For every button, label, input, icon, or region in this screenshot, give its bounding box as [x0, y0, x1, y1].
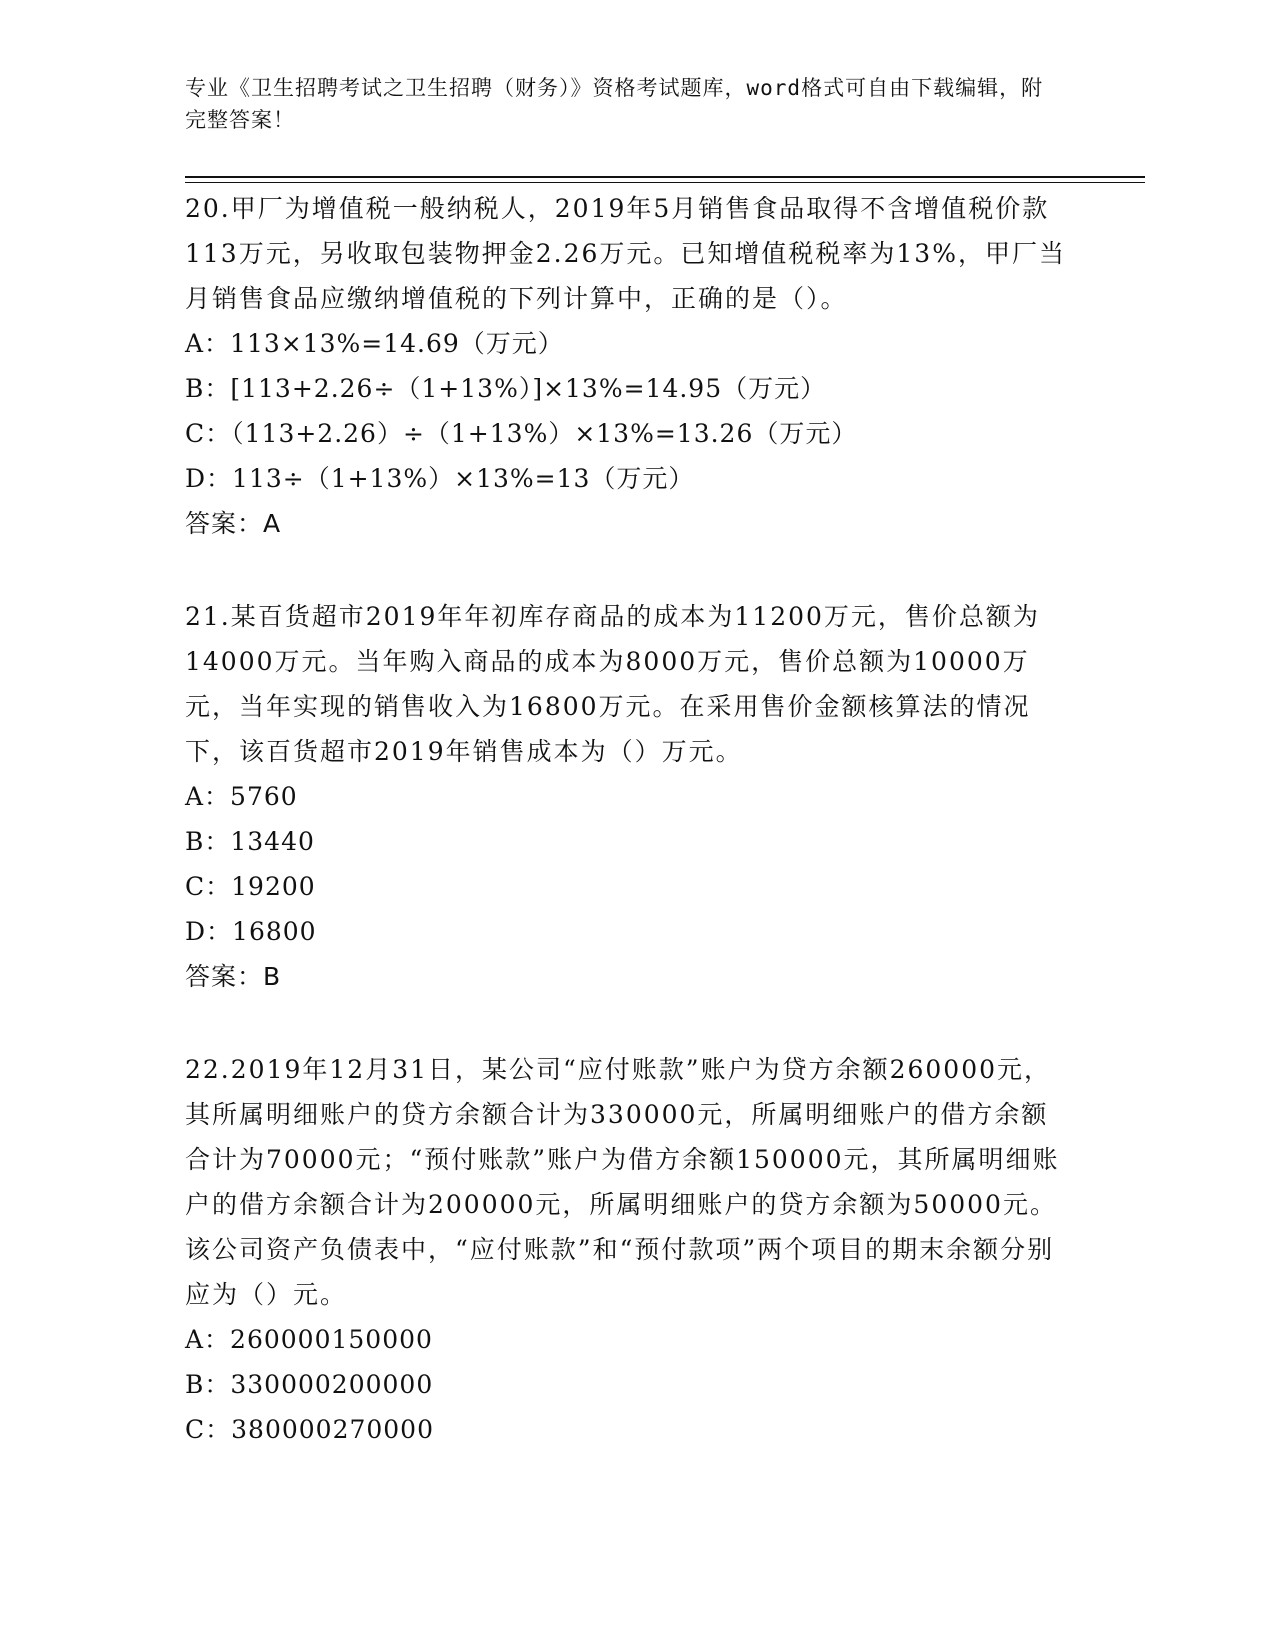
option-d: D：16800 — [185, 917, 317, 946]
question-20 — [185, 186, 1075, 546]
option-c: C：19200 — [185, 872, 316, 901]
option-a: A：260000150000 — [185, 1325, 433, 1354]
question-stem: 21.某百货超市2019年年初库存商品的成本为11200万元，售价总额为14000万元。当年购入商品的成本为8000万元，售价总额为10000万元，当年实现的销售收入为16800万元。在采用售价金额核算法的情况下，该百货超市2019年销售成本为（）万元。 — [185, 602, 1040, 766]
option-c: C：380000270000 — [185, 1415, 434, 1444]
question-stem: 20.甲厂为增值税一般纳税人，2019年5月销售食品取得不含增值税价款113万元，另收取包装物押金2.26万元。已知增值税税率为13%，甲厂当月销售食品应缴纳增值税的下列计算中，正确的是（）。 — [185, 194, 1066, 313]
answer-line: 答案：B — [185, 962, 282, 991]
header-divider-thin — [185, 182, 1145, 183]
option-b: B：[113+2.26÷（1+13%）]×13%=14.95（万元） — [185, 374, 827, 403]
option-c: C：（113+2.26）÷（1+13%）×13%=13.26（万元） — [185, 419, 858, 448]
question-21 — [185, 594, 1075, 999]
header-divider-thick — [185, 176, 1145, 178]
option-a: A：113×13%=14.69（万元） — [185, 329, 564, 358]
option-b: B：330000200000 — [185, 1370, 434, 1399]
question-22 — [185, 1047, 1075, 1452]
document-intro: 专业《卫生招聘考试之卫生招聘（财务）》资格考试题库，word格式可自由下载编辑，附完整答案！ — [185, 76, 1044, 132]
answer-line: 答案：A — [185, 509, 282, 538]
question-stem: 22.2019年12月31日，某公司“应付账款”账户为贷方余额260000元，其所属明细账户的贷方余额合计为330000元，所属明细账户的借方余额合计为70000元；“预付账款”账户为借方余额150000元，其所属明细账户的借方余额合计为200000元，所属明细账户的贷方余额为50000元。该公司资产负债表中，“应付账款”和“预付款项”两个项目的期末余额分别应为（）元。 — [185, 1055, 1060, 1309]
option-b: B：13440 — [185, 827, 315, 856]
option-a: A：5760 — [185, 782, 298, 811]
option-d: D：113÷（1+13%）×13%=13（万元） — [185, 464, 695, 493]
